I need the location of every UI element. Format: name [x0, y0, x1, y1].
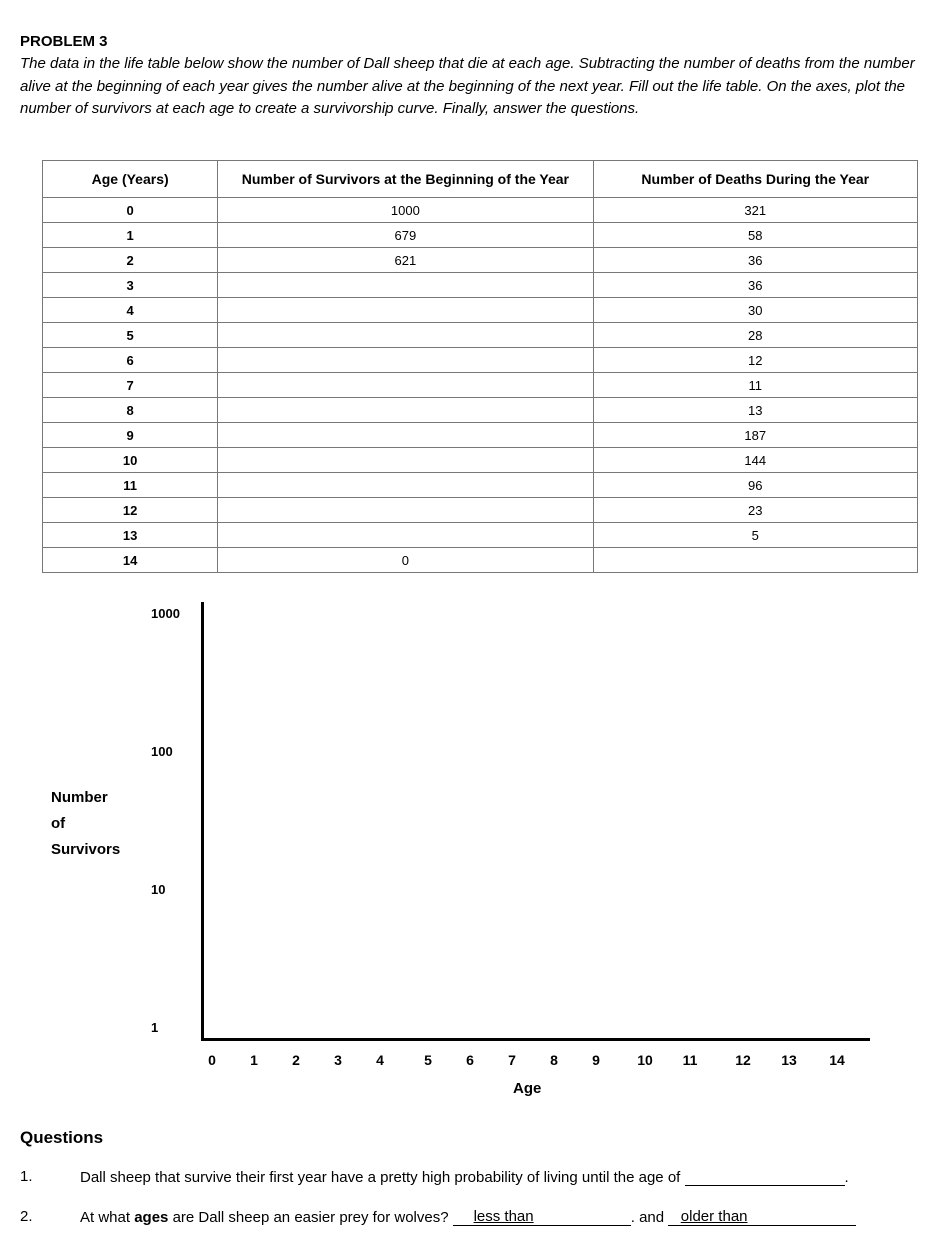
- question-1: [80, 1168, 849, 1186]
- table-row: [43, 323, 918, 348]
- x-axis-title: Age: [513, 1080, 542, 1097]
- table-row: [43, 523, 918, 548]
- y-axis-title-line: of: [51, 815, 66, 832]
- age-cell: 0: [43, 198, 218, 223]
- x-axis-line: [203, 1038, 870, 1041]
- x-tick-label: 11: [682, 1052, 698, 1068]
- age-cell: 12: [43, 498, 218, 523]
- table-row: [43, 448, 918, 473]
- table-row: [43, 473, 918, 498]
- answer-blank-2b[interactable]: [668, 1208, 856, 1226]
- survivors-cell[interactable]: [218, 498, 593, 523]
- deaths-cell: 187: [593, 423, 917, 448]
- y-tick-label: 1000: [151, 606, 180, 621]
- survivors-cell[interactable]: 621: [218, 248, 593, 273]
- age-cell: 4: [43, 298, 218, 323]
- survivors-cell[interactable]: [218, 273, 593, 298]
- deaths-cell: 28: [593, 323, 917, 348]
- table-row: [43, 273, 918, 298]
- age-cell: 11: [43, 473, 218, 498]
- question-2-post: are Dall sheep an easier prey for wolves?: [168, 1209, 449, 1226]
- age-cell: 1: [43, 223, 218, 248]
- age-cell: 5: [43, 323, 218, 348]
- x-tick-label: 10: [637, 1052, 653, 1068]
- survivors-cell[interactable]: [218, 523, 593, 548]
- deaths-cell: [593, 548, 917, 573]
- x-tick-label: 3: [334, 1052, 342, 1068]
- age-cell: 3: [43, 273, 218, 298]
- header-age: Age (Years): [43, 161, 218, 198]
- survivors-cell[interactable]: [218, 348, 593, 373]
- table-row: [43, 348, 918, 373]
- header-survivors: Number of Survivors at the Beginning of the Year: [218, 161, 593, 198]
- age-cell: 14: [43, 548, 218, 573]
- survivors-cell[interactable]: [218, 398, 593, 423]
- x-tick-label: 13: [781, 1052, 797, 1068]
- survivors-cell[interactable]: 0: [218, 548, 593, 573]
- x-tick-label: 2: [292, 1052, 300, 1068]
- y-axis-line: [201, 602, 204, 1041]
- y-tick-label: 1: [151, 1020, 159, 1035]
- survivors-cell[interactable]: [218, 373, 593, 398]
- table-row: [43, 548, 918, 573]
- y-axis-title-line: Survivors: [51, 841, 121, 858]
- x-tick-label: 5: [424, 1052, 432, 1068]
- deaths-cell: 96: [593, 473, 917, 498]
- y-tick-label: 10: [151, 882, 166, 897]
- deaths-cell: 30: [593, 298, 917, 323]
- x-tick-label: 12: [735, 1052, 751, 1068]
- x-tick-label: 6: [466, 1052, 474, 1068]
- question-2: [80, 1208, 856, 1226]
- question-1-number: 1.: [20, 1168, 33, 1185]
- header-deaths: Number of Deaths During the Year: [593, 161, 917, 198]
- deaths-cell: 23: [593, 498, 917, 523]
- deaths-cell: 5: [593, 523, 917, 548]
- questions-heading: Questions: [20, 1128, 104, 1147]
- x-tick-label: 4: [376, 1052, 384, 1068]
- x-tick-label: 8: [550, 1052, 558, 1068]
- problem-title: PROBLEM 3: [20, 33, 108, 50]
- survivors-cell[interactable]: 1000: [218, 198, 593, 223]
- age-cell: 10: [43, 448, 218, 473]
- life-table-body: [43, 198, 918, 573]
- table-row: [43, 223, 918, 248]
- deaths-cell: 144: [593, 448, 917, 473]
- deaths-cell: 321: [593, 198, 917, 223]
- deaths-cell: 11: [593, 373, 917, 398]
- survivors-cell[interactable]: [218, 448, 593, 473]
- x-tick-label: 14: [829, 1052, 845, 1068]
- table-row: [43, 398, 918, 423]
- table-row: [43, 248, 918, 273]
- age-cell: 9: [43, 423, 218, 448]
- answer-blank-1[interactable]: [685, 1168, 845, 1186]
- question-2-number: 2.: [20, 1208, 33, 1225]
- survivors-cell[interactable]: [218, 473, 593, 498]
- x-tick-label: 7: [508, 1052, 516, 1068]
- question-2-mid: . and: [630, 1209, 669, 1226]
- survivors-cell[interactable]: [218, 298, 593, 323]
- table-row: [43, 198, 918, 223]
- question-1-text: Dall sheep that survive their first year have a pretty high probability of living until the age of: [80, 1169, 681, 1186]
- x-tick-label: 0: [208, 1052, 216, 1068]
- table-row: [43, 498, 918, 523]
- age-cell: 2: [43, 248, 218, 273]
- answer-2a: less than: [473, 1208, 534, 1225]
- life-table-header-row: [43, 161, 918, 198]
- table-row: [43, 423, 918, 448]
- table-row: [43, 373, 918, 398]
- deaths-cell: 58: [593, 223, 917, 248]
- answer-blank-2a[interactable]: [453, 1208, 631, 1226]
- age-cell: 6: [43, 348, 218, 373]
- age-cell: 8: [43, 398, 218, 423]
- age-cell: 13: [43, 523, 218, 548]
- age-cell: 7: [43, 373, 218, 398]
- answer-2b: older than: [680, 1208, 748, 1225]
- table-row: [43, 298, 918, 323]
- deaths-cell: 12: [593, 348, 917, 373]
- life-table: [42, 160, 918, 573]
- problem-instructions: The data in the life table below show the number of Dall sheep that die at each age. Subtracting the number of deaths from the number alive at the beginning of each year gives the number alive at the beginning of the next year. Fill out the life table. On the axes, plot the number of survivors at each age to create a survivorship curve. Finally, answer the questions.: [20, 55, 915, 117]
- y-axis-title-line: Number: [51, 789, 108, 806]
- x-tick-label: 9: [592, 1052, 600, 1068]
- x-tick-label: 1: [250, 1052, 258, 1068]
- question-1-end: .: [844, 1169, 849, 1186]
- survivors-cell[interactable]: [218, 323, 593, 348]
- question-2-pre: At what: [80, 1209, 135, 1226]
- deaths-cell: 36: [593, 273, 917, 298]
- survivors-cell[interactable]: [218, 423, 593, 448]
- question-2-bold: ages: [134, 1209, 169, 1226]
- survivors-cell[interactable]: 679: [218, 223, 593, 248]
- deaths-cell: 13: [593, 398, 917, 423]
- deaths-cell: 36: [593, 248, 917, 273]
- y-tick-label: 100: [151, 744, 173, 759]
